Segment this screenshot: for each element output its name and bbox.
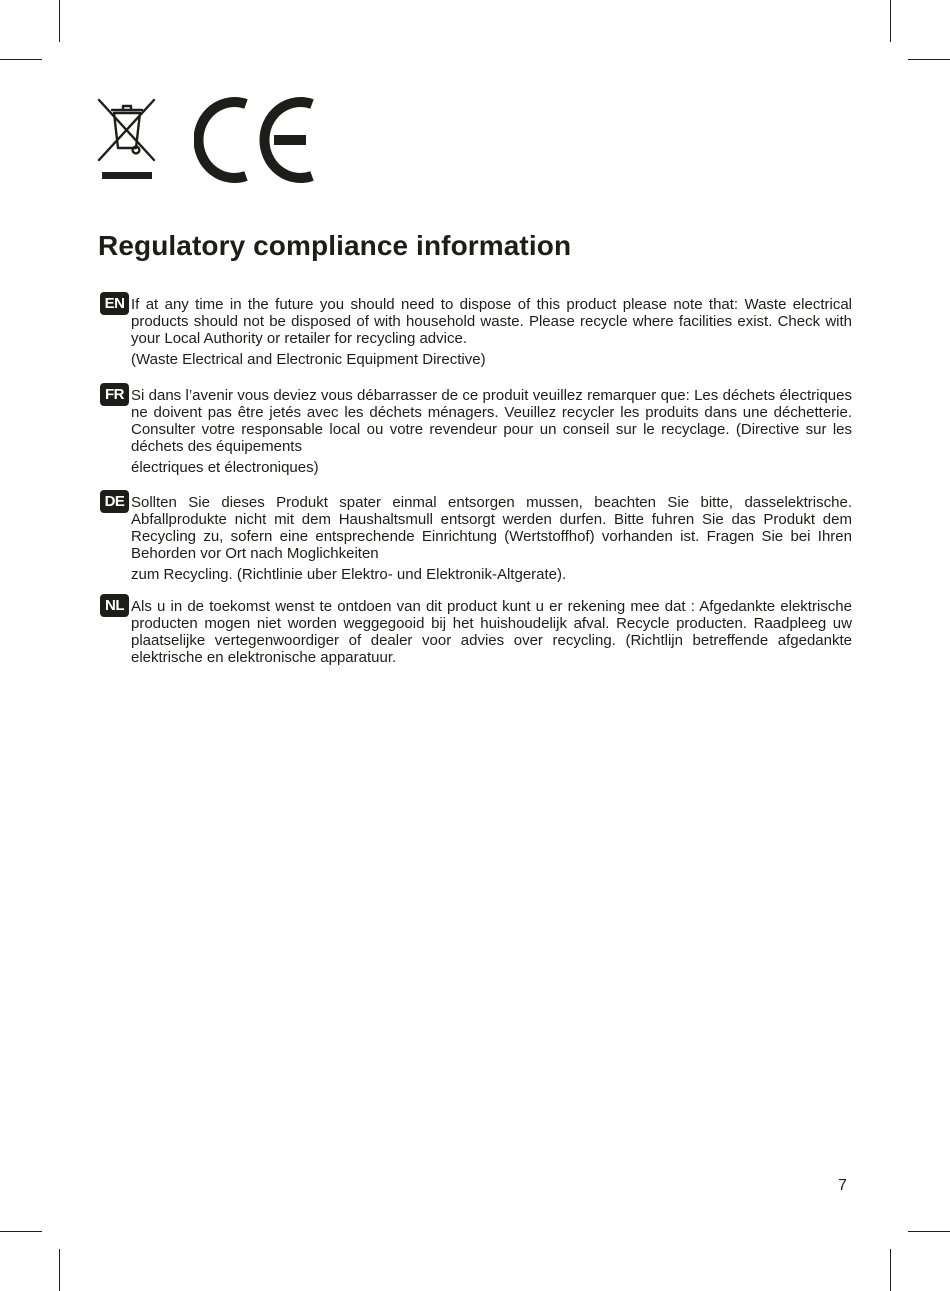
crop-mark bbox=[0, 59, 42, 60]
language-badge-nl: NL bbox=[100, 594, 129, 617]
crop-mark bbox=[890, 1249, 891, 1291]
section-note-fr: électriques et électroniques) bbox=[131, 459, 319, 476]
crop-mark bbox=[908, 59, 950, 60]
section-en bbox=[100, 296, 852, 368]
crop-mark bbox=[890, 0, 891, 42]
section-fr bbox=[100, 387, 852, 476]
regulatory-symbols bbox=[96, 96, 326, 186]
section-body-en: If at any time in the future you should need to dispose of this product please note that: Waste electrical products should not be disposed of with household waste. Please recycle where facilities exist. Check with your Local Authority or retailer for recycling advice. bbox=[131, 296, 852, 347]
crop-mark bbox=[59, 1249, 60, 1291]
page-title: Regulatory compliance information bbox=[98, 230, 572, 261]
section-nl bbox=[100, 598, 852, 666]
crop-mark bbox=[908, 1231, 950, 1232]
section-body-fr: Si dans l’avenir vous deviez vous débarrasser de ce produit veuillez remarquer que: Les déchets électriques ne doivent pas être jetés avec les déchets ménagers. Veuillez recycler les produits dans une déchetterie. Consulter votre responsable local ou votre revendeur pour un conseil sur le recyclage. (Directive sur les déchets des équipements bbox=[131, 387, 852, 455]
section-de bbox=[100, 494, 852, 583]
section-body-nl: Als u in de toekomst wenst te ontdoen van dit product kunt u er rekening mee dat : Afgedankte elektrische producten mogen niet worden weggegooid bij het huishoudelijk afval. Recycle producten. Raadpleeg uw plaatselijke vertegenwoordiger of dealer voor advies over recycling. (Richtlijn betreffende afgedankte elektrische en elektronische apparatuur. bbox=[131, 598, 852, 666]
section-note-en: (Waste Electrical and Electronic Equipment Directive) bbox=[131, 351, 486, 368]
section-note-de: zum Recycling. (Richtlinie uber Elektro- und Elektronik-Altgerate). bbox=[131, 566, 567, 583]
crop-mark bbox=[0, 1231, 42, 1232]
language-badge-fr: FR bbox=[100, 383, 129, 406]
section-body-de: Sollten Sie dieses Produkt spater einmal entsorgen mussen, beachten Sie bitte, dasselektrische. Abfallprodukte nicht mit dem Haushaltsmull entsorgt werden durfen. Bitte fuhren Sie das Produkt dem Recycling zu, sofern eine entsprechende Einrichtung (Wertstoffhof) vorhanden ist. Fragen Sie bei Ihren Behorden vor Ort nach Moglichkeiten bbox=[131, 494, 852, 562]
ce-mark-icon bbox=[194, 96, 316, 184]
language-badge-de: DE bbox=[100, 490, 129, 513]
crop-mark bbox=[59, 0, 60, 42]
weee-crossed-bin-icon bbox=[96, 96, 158, 184]
language-badge-en: EN bbox=[100, 292, 129, 315]
page-number: 7 bbox=[838, 1177, 847, 1194]
